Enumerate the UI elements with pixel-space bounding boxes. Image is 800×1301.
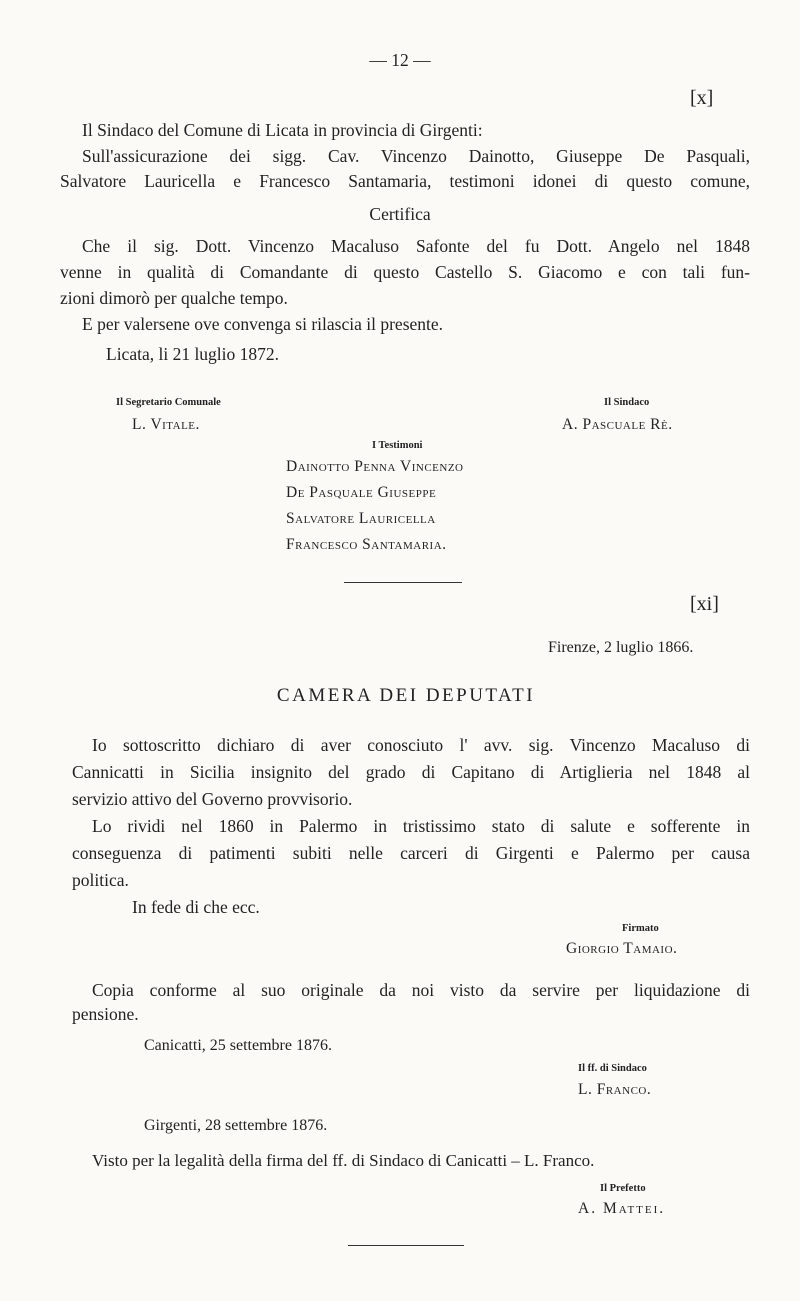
witness-name: Dainotto Penna Vincenzo xyxy=(286,458,464,475)
prefect-title: Il Prefetto xyxy=(600,1183,646,1194)
document-marker-x: [x] xyxy=(690,87,714,109)
certifica-heading: Certifica xyxy=(369,204,431,224)
signed-label: Firmato xyxy=(622,923,659,934)
witnesses-title: I Testimoni xyxy=(372,440,423,451)
paragraph-line: Sull'assicurazione dei sigg. Cav. Vincenzo Dainotto, Giuseppe De Pasquali, xyxy=(82,146,750,166)
paragraph-line: servizio attivo del Governo provvisorio. xyxy=(72,789,353,809)
paragraph-line: zioni dimorò per qualche tempo. xyxy=(60,288,288,308)
paragraph-line: pensione. xyxy=(72,1004,139,1024)
secretary-title: Il Segretario Comunale xyxy=(116,397,221,408)
paragraph-line: Copia conforme al suo originale da noi visto da servire per liquidazione di xyxy=(92,980,750,1000)
place-date: Firenze, 2 luglio 1866. xyxy=(548,639,694,656)
paragraph-line: Io sottoscritto dichiaro di aver conosciuto l' avv. sig. Vincenzo Macaluso di xyxy=(92,735,750,755)
secretary-name: L. Vitale. xyxy=(132,416,200,433)
paragraph-line: Cannicatti in Sicilia insignito del grado di Capitano di Artiglieria nel 1848 al xyxy=(72,762,750,782)
paragraph-line: conseguenza di patimenti subiti nelle carceri di Girgenti e Palermo per causa xyxy=(72,843,750,863)
acting-mayor-title: Il ff. di Sindaco xyxy=(578,1063,647,1074)
place-date: Girgenti, 28 settembre 1876. xyxy=(144,1117,328,1134)
witness-name: De Pasquale Giuseppe xyxy=(286,484,437,501)
witness-name: Francesco Santamaria. xyxy=(286,536,447,553)
document-marker-xi: [xi] xyxy=(690,593,719,615)
visto-line: Visto per la legalità della firma del ff. di Sindaco di Canicatti – L. Franco. xyxy=(92,1151,595,1170)
section-divider xyxy=(344,582,462,583)
section-divider xyxy=(348,1245,464,1246)
page-number: — 12 — xyxy=(369,50,431,70)
acting-mayor-name: L. Franco. xyxy=(578,1081,652,1098)
paragraph-line: In fede di che ecc. xyxy=(132,897,260,917)
paragraph-line: Il Sindaco del Comune di Licata in provincia di Girgenti: xyxy=(82,120,483,140)
paragraph-line: Che il sig. Dott. Vincenzo Macaluso Safonte del fu Dott. Angelo nel 1848 xyxy=(82,236,750,256)
paragraph-line: Salvatore Lauricella e Francesco Santamaria, testimoni idonei di questo comune, xyxy=(60,171,750,191)
camera-heading: CAMERA DEI DEPUTATI xyxy=(276,685,536,706)
place-date: Licata, li 21 luglio 1872. xyxy=(106,344,280,364)
paragraph-line: venne in qualità di Comandante di questo Castello S. Giacomo e con tali fun- xyxy=(60,262,750,282)
paragraph-line: Lo rividi nel 1860 in Palermo in tristissimo stato di salute e sofferente in xyxy=(92,816,750,836)
paragraph-line: politica. xyxy=(72,870,129,890)
witness-name: Salvatore Lauricella xyxy=(286,510,436,527)
place-date: Canicatti, 25 settembre 1876. xyxy=(144,1037,332,1054)
prefect-name: A. Mattei. xyxy=(578,1200,666,1217)
mayor-name: A. Pascuale Rè. xyxy=(562,416,673,433)
mayor-title: Il Sindaco xyxy=(604,397,650,408)
signed-name: Giorgio Tamaio. xyxy=(566,940,678,957)
paragraph-line: E per valersene ove convenga si rilascia il presente. xyxy=(82,314,444,334)
